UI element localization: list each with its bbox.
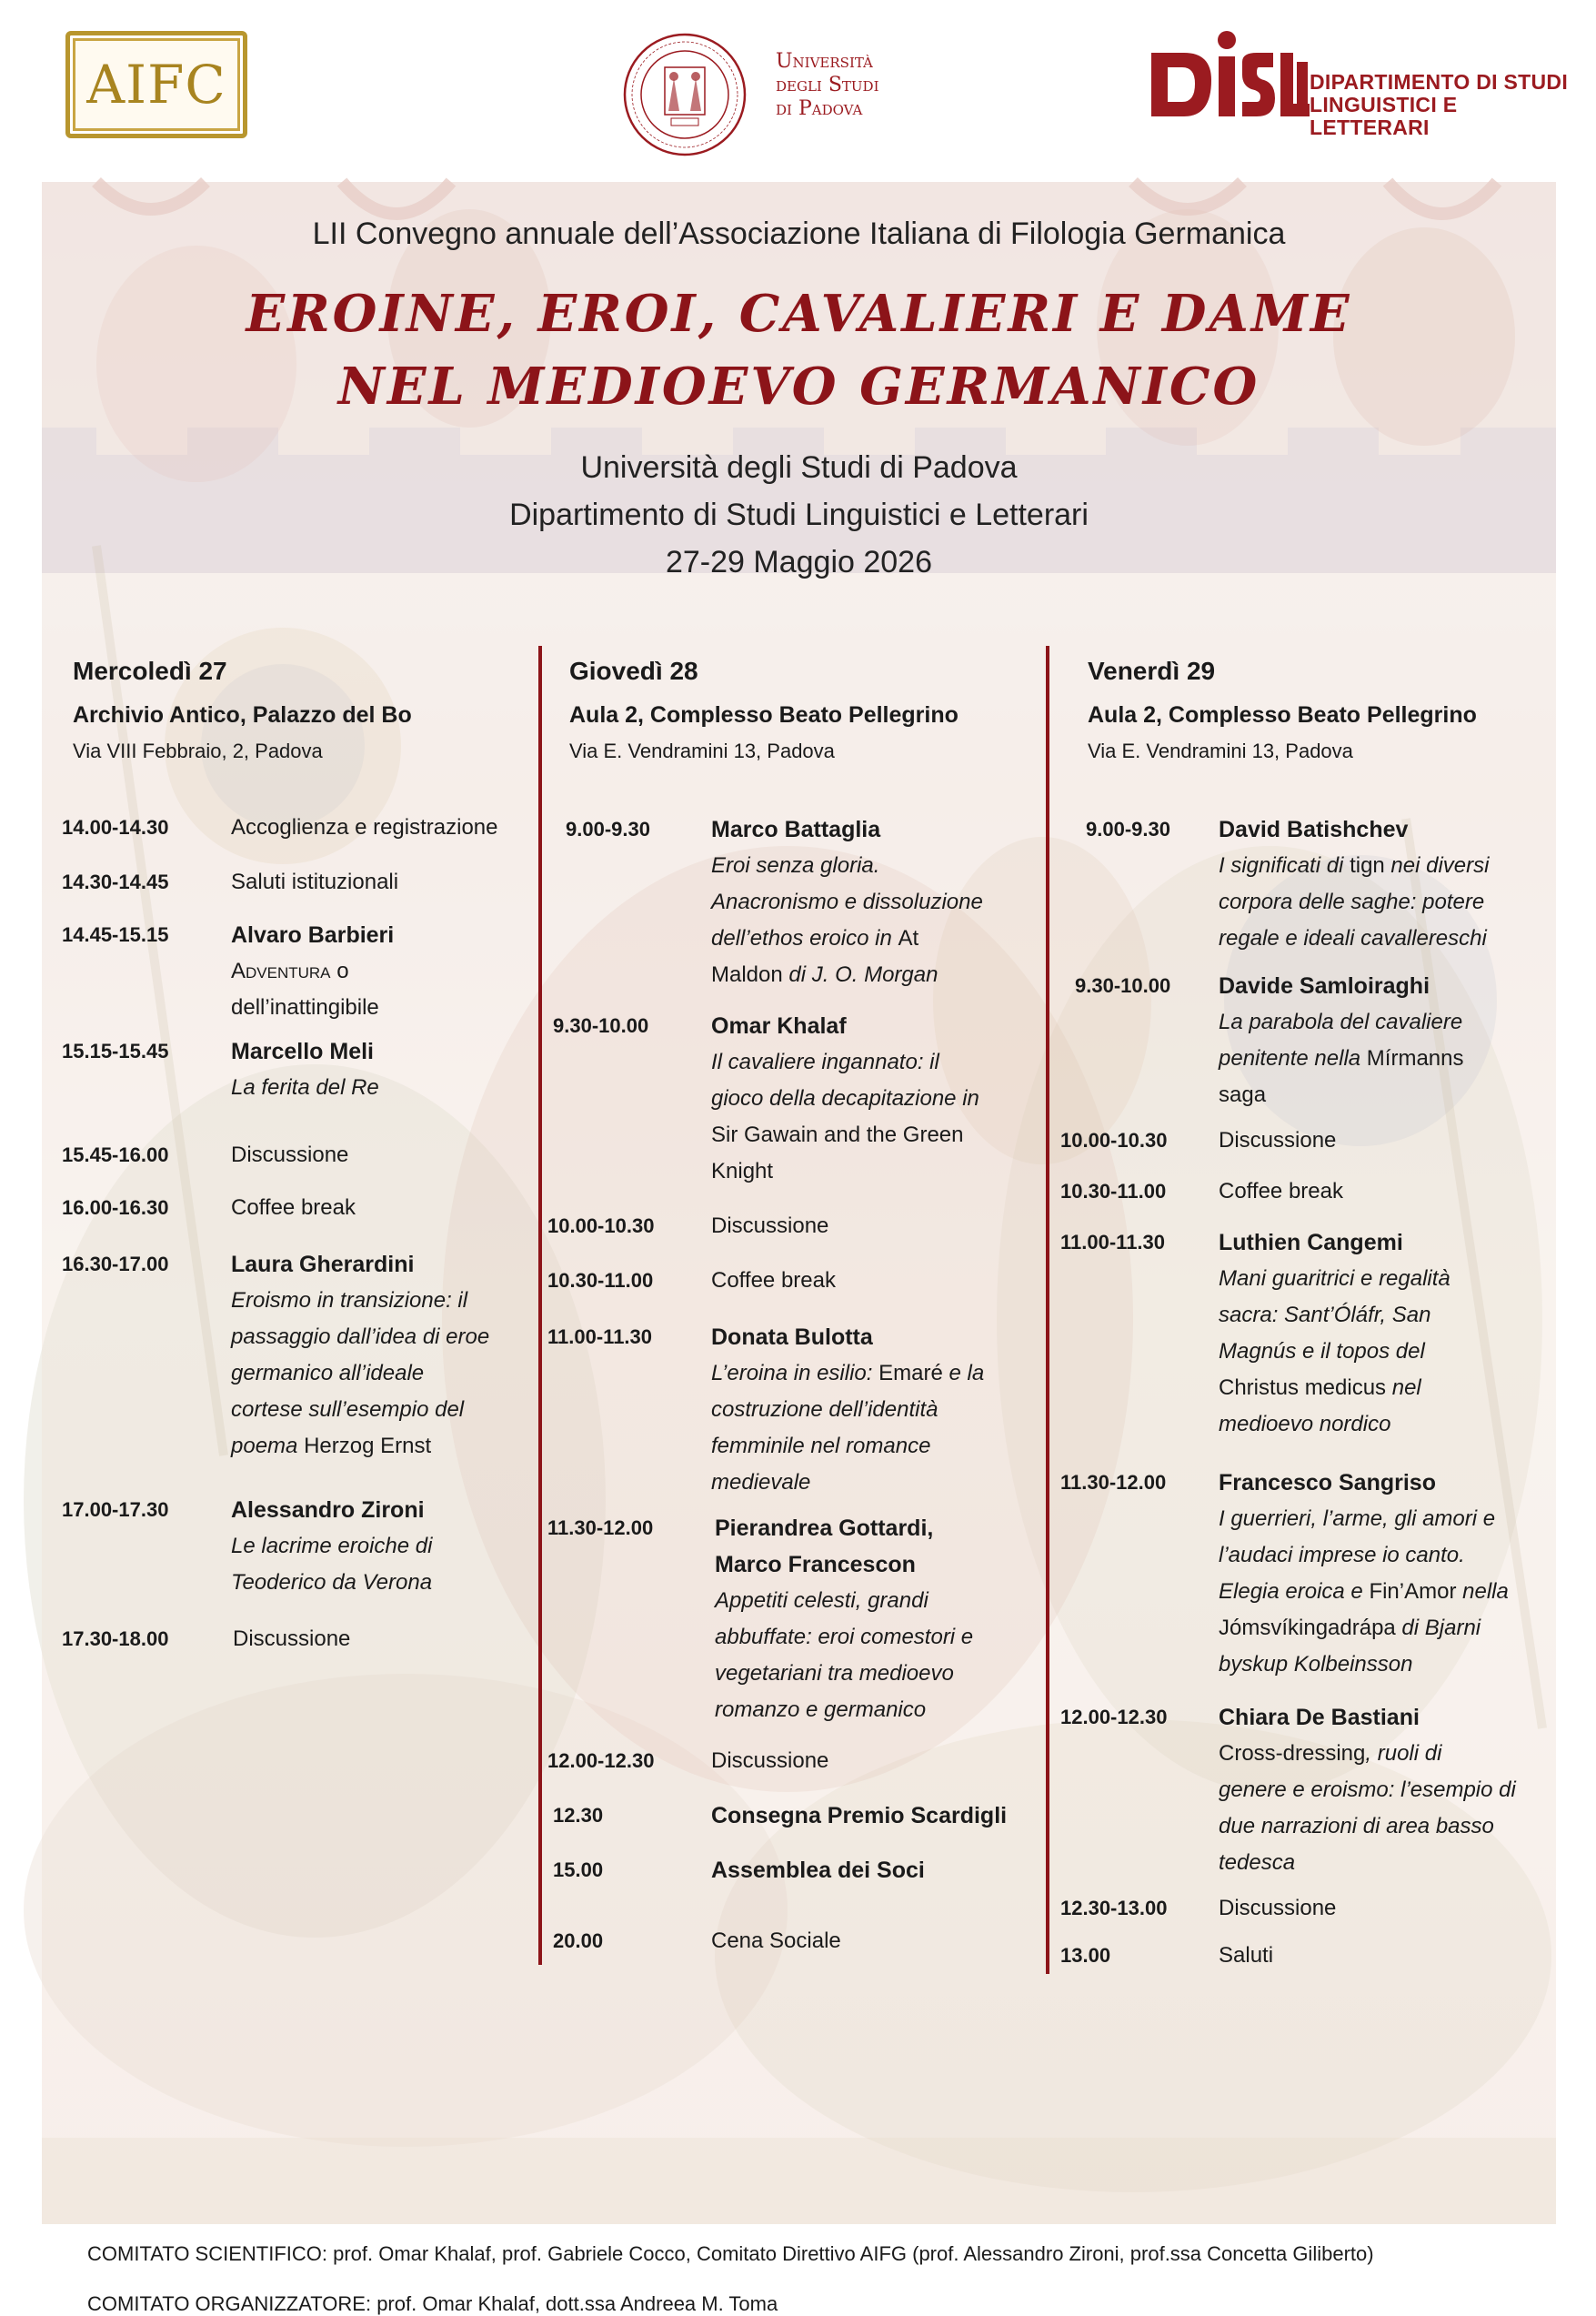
talk-title-line: Teoderico da Verona (231, 1570, 433, 1595)
talk-title-part: nei diversi (1384, 853, 1490, 878)
session-time: 13.00 (1060, 1944, 1111, 1967)
session-time: 12.30 (553, 1804, 604, 1827)
session-time: 14.30-14.45 (62, 871, 169, 893)
talk-title-line: Il cavaliere ingannato: il (711, 1050, 939, 1074)
talk-title-line: Mani guaritrici e regalità (1219, 1266, 1450, 1291)
talk-title-line: l’audaci imprese io canto. (1219, 1543, 1465, 1567)
session-title: Discussione (711, 1748, 829, 1773)
speaker-name: David Batishchev (1219, 817, 1409, 842)
session-time: 20.00 (553, 1929, 604, 1952)
talk-title-line: corpora delle saghe: potere (1219, 890, 1485, 914)
talk-title-part: di J. O. Morgan (782, 962, 939, 987)
speaker-name: Marcello Meli (231, 1039, 374, 1064)
talk-title-part: Herzog Ernst (304, 1434, 432, 1458)
session-time: 17.30-18.00 (62, 1627, 169, 1650)
university-name-line2: degli Studi (776, 74, 879, 96)
talk-title-part: di Bjarni (1395, 1616, 1481, 1640)
university-name (776, 50, 976, 121)
session-time: 11.30-12.00 (547, 1516, 654, 1539)
conference-title-line1: EROINE, EROI, CAVALIERI E DAME (246, 284, 1352, 344)
talk-title-line: La parabola del cavaliere (1219, 1010, 1463, 1034)
talk-title-part: Jómsvíkingadrápa (1219, 1616, 1396, 1640)
speaker-name: Alessandro Zironi (231, 1497, 425, 1523)
session-time: 15.15-15.45 (62, 1040, 169, 1062)
talk-title-part: poema (231, 1434, 305, 1458)
session-time: 9.30-10.00 (1075, 974, 1171, 997)
talk-title-line: due narrazioni di area basso (1219, 1814, 1494, 1838)
day-address: Via E. Vendramini 13, Padova (569, 740, 835, 762)
day-header-thursday (569, 657, 1042, 763)
session-time: 14.00-14.30 (62, 816, 169, 839)
session-time: 17.00-17.30 (62, 1498, 169, 1521)
talk-title-part: nella (1456, 1579, 1509, 1604)
session-time: 10.00-10.30 (1060, 1129, 1168, 1152)
day-header-friday (1088, 657, 1542, 763)
talk-title-part: dell’ethos eroico in (711, 926, 898, 951)
speaker-name: Donata Bulotta (711, 1324, 873, 1350)
session-time: 12.30-13.00 (1060, 1897, 1168, 1919)
talk-title-line: sacra: Sant’Óláfr, San (1219, 1303, 1431, 1327)
session-time: 11.00-11.30 (1060, 1231, 1166, 1254)
scientific-committee: COMITATO SCIENTIFICO: prof. Omar Khalaf, prof. Gabriele Cocco, Comitato Direttivo AIFG (prof. Alessandro Zironi, prof.ssa Concetta Giliberto) (87, 2242, 1374, 2265)
talk-title-part: I significati di (1219, 853, 1350, 878)
conference-edition: LII Convegno annuale dell’Associazione Italiana di Filologia Germanica (312, 216, 1286, 251)
talk-title-line: germanico all’ideale (231, 1361, 425, 1385)
speaker-name: Marco Francescon (715, 1552, 916, 1577)
talk-title-part: nel (1386, 1375, 1421, 1400)
session-title: Saluti istituzionali (231, 870, 399, 894)
talk-title-part: Emaré (878, 1361, 943, 1385)
session-time: 15.45-16.00 (62, 1143, 169, 1166)
day-place: Aula 2, Complesso Beato Pellegrino (1088, 702, 1477, 728)
speaker-name: Alvaro Barbieri (231, 922, 395, 948)
talk-title-part: e la (942, 1361, 985, 1385)
talk-title-line: cortese sull’esempio del (231, 1397, 465, 1422)
talk-title-line: genere e eroismo: l’esempio di (1219, 1777, 1516, 1802)
talk-title-line: gioco della decapitazione in (711, 1086, 979, 1111)
talk-title-part: Maldon (711, 962, 783, 987)
department-name-line2: LINGUISTICI E LETTERARI (1310, 93, 1458, 139)
talk-title-line: Anacronismo e dissoluzione (711, 890, 983, 914)
talk-title-part: Fin’Amor (1369, 1579, 1457, 1604)
session-title: Coffee break (1219, 1179, 1343, 1203)
session-title: Coffee break (231, 1195, 356, 1220)
day-place: Archivio Antico, Palazzo del Bo (73, 702, 412, 728)
aifc-logo (65, 31, 247, 138)
talk-title-line: passaggio dall’idea di eroe (231, 1324, 490, 1349)
talk-title-part: penitente nella (1219, 1046, 1367, 1071)
talk-title-line: saga (1219, 1082, 1267, 1107)
session-time: 16.30-17.00 (62, 1253, 169, 1275)
university-name-line1: Università (776, 50, 873, 73)
session-title: Discussione (1219, 1896, 1337, 1920)
session-title: Discussione (233, 1626, 351, 1651)
speaker-name: Davide Samloiraghi (1219, 973, 1430, 999)
session-time: 9.00-9.30 (1086, 818, 1170, 841)
talk-title-line: costruzione dell’identità (711, 1397, 939, 1422)
session-time: 12.00-12.30 (1060, 1706, 1168, 1728)
talk-title-line: Le lacrime eroiche di (231, 1534, 433, 1558)
talk-title-line: medievale (711, 1470, 811, 1495)
venue-department: Dipartimento di Studi Linguistici e Letterari (509, 498, 1089, 532)
session-title: Accoglienza e registrazione (231, 815, 498, 840)
talk-title-part: Elegia eroica e (1219, 1579, 1370, 1604)
talk-title-part: tign (1350, 853, 1385, 878)
speaker-name: Francesco Sangriso (1219, 1470, 1436, 1495)
talk-title-line: medioevo nordico (1219, 1412, 1391, 1436)
day-name: Mercoledì 27 (73, 657, 227, 685)
talk-title-line: femminile nel romance (711, 1434, 931, 1458)
session-time: 9.00-9.30 (566, 818, 650, 841)
session-title: Cena Sociale (711, 1928, 841, 1953)
talk-title-part: , ruoli di (1365, 1741, 1442, 1766)
university-seal-icon (621, 31, 748, 158)
organizing-committee: COMITATO ORGANIZZATORE: prof. Omar Khalaf, dott.ssa Andreea M. Toma (87, 2292, 778, 2315)
disll-logo-icon (1148, 25, 1311, 126)
talk-title-line: Eroismo in transizione: il (231, 1288, 468, 1313)
session-title: Saluti (1219, 1943, 1274, 1968)
talk-title-line: I guerrieri, l’arme, gli amori e (1219, 1506, 1496, 1531)
session-title: Assemblea dei Soci (711, 1858, 925, 1883)
talk-title: La ferita del Re (231, 1075, 379, 1100)
speaker-name: Pierandrea Gottardi, (715, 1515, 934, 1541)
talk-title-line: Knight (711, 1159, 774, 1183)
conference-dates: 27-29 Maggio 2026 (665, 545, 932, 579)
day-address: Via E. Vendramini 13, Padova (1088, 740, 1353, 762)
day-name: Giovedì 28 (569, 657, 698, 685)
talk-title-part: At (898, 926, 919, 951)
session-time: 12.00-12.30 (547, 1749, 655, 1772)
session-time: 11.30-12.00 (1060, 1471, 1167, 1494)
day-place: Aula 2, Complesso Beato Pellegrino (569, 702, 959, 728)
talk-title-line: byskup Kolbeinsson (1219, 1652, 1413, 1677)
session-time: 16.00-16.30 (62, 1196, 169, 1219)
talk-title-line: regale e ideali cavallereschi (1219, 926, 1487, 951)
talk-title-part: L’eroina in esilio: (711, 1361, 879, 1385)
talk-title-part: Mírmanns (1366, 1046, 1464, 1071)
talk-title-line: tedesca (1219, 1850, 1296, 1875)
session-time: 10.30-11.00 (1060, 1180, 1167, 1203)
university-name-line3: di Padova (776, 97, 863, 120)
poster-panel (42, 182, 1556, 2315)
talk-title-line: vegetariani tra medioevo (715, 1661, 954, 1686)
speaker-name: Laura Gherardini (231, 1252, 415, 1277)
speaker-name: Marco Battaglia (711, 817, 881, 842)
talk-title-line: Eroi senza gloria. (711, 853, 880, 878)
session-title: Consegna Premio Scardigli (711, 1803, 1008, 1828)
aifc-logo-text: AIFC (86, 54, 226, 116)
speaker-name: Luthien Cangemi (1219, 1230, 1403, 1255)
speaker-name: Chiara De Bastiani (1219, 1705, 1420, 1730)
session-time: 10.00-10.30 (547, 1214, 655, 1237)
session-title: Coffee break (711, 1268, 836, 1293)
talk-title-line: abbuffate: eroi comestori e (715, 1625, 974, 1649)
session-time: 10.30-11.00 (547, 1269, 654, 1292)
talk-title-part: o (330, 959, 349, 983)
session-time: 11.00-11.30 (547, 1325, 653, 1348)
talk-title-part: Christus medicus (1219, 1375, 1387, 1400)
talk-title-line: Sir Gawain and the Green (711, 1123, 964, 1147)
talk-title-part: Cross-dressing (1219, 1741, 1366, 1766)
session-time: 9.30-10.00 (553, 1014, 649, 1037)
conference-title-line2: NEL MEDIOEVO GERMANICO (337, 357, 1260, 417)
department-name (1310, 71, 1582, 139)
session-title: Discussione (711, 1213, 829, 1238)
day-name: Venerdì 29 (1088, 657, 1216, 685)
day-address: Via VIII Febbraio, 2, Padova (73, 740, 323, 762)
session-time: 15.00 (553, 1858, 604, 1881)
talk-title-part: dell’inattingibile (231, 995, 379, 1020)
venue-university: Università degli Studi di Padova (580, 450, 1018, 485)
column-divider (1046, 646, 1049, 1974)
talk-title-line: romanzo e germanico (715, 1697, 927, 1722)
day-header-wednesday (73, 657, 527, 763)
talk-title-line: Appetiti celesti, grandi (715, 1588, 928, 1613)
session-title: Discussione (231, 1143, 349, 1167)
session-title: Discussione (1219, 1128, 1337, 1153)
department-name-line1: DIPARTIMENTO DI STUDI (1310, 70, 1569, 94)
speaker-name: Omar Khalaf (711, 1013, 847, 1039)
talk-title-part: Adventura (231, 959, 331, 983)
session-time: 14.45-15.15 (62, 923, 169, 946)
talk-title-line: Magnús e il topos del (1219, 1339, 1425, 1364)
